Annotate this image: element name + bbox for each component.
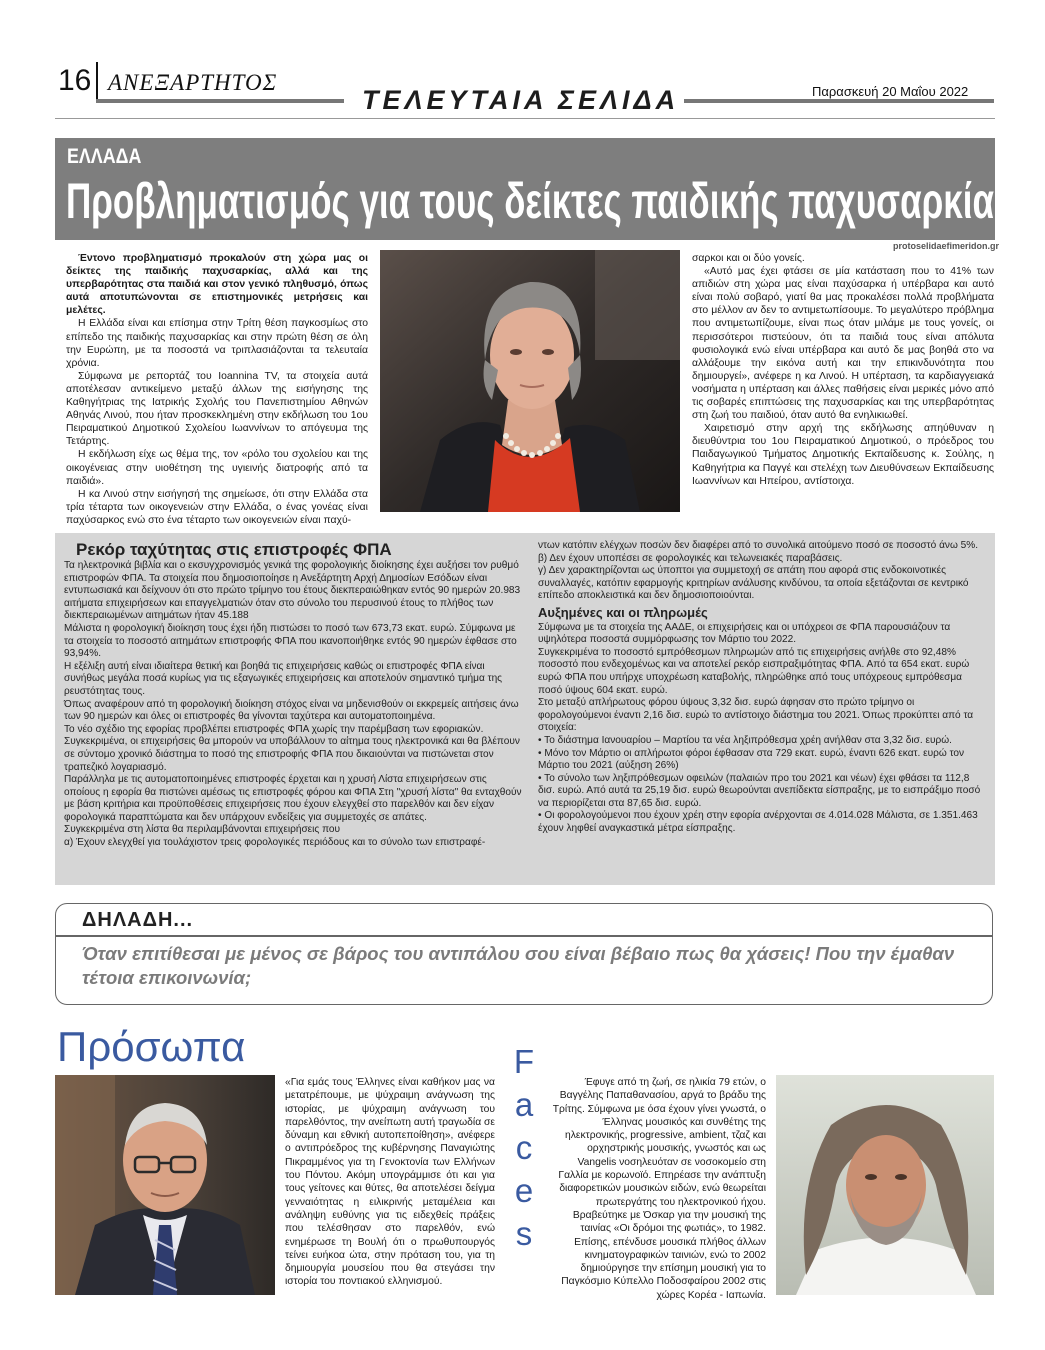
article-headline: Προβληματισμός για τους δείκτες παιδικής παχυσαρκίας [66,173,1013,229]
vat-paragraph: Συγκεκριμένα το ποσοστό εμπρόθεσμων πληρωμών από τις επιχειρήσεις ανήλθε στο 92,48% ποσοστό που ενδεχομένως και να αποτελεί ρεκόρ εισπραξιμότητας ΦΠΑ. Από τα 654 εκατ. ευρώ ευρώ ΦΠΑ που υπήρχε υποχρέωση καταβολής, πληρώθηκε από τους υπόχρεους εμπρόθεσμα ποσό ύψους 604 εκατ. ευρώ. [538,646,970,696]
portrait-man-long-hair-image [776,1075,994,1295]
article-column-3 [692,252,994,488]
article-paragraph: σαρκοι και οι δύο γονείς. [692,253,805,264]
section-title: ΤΕΛΕΥΤΑΙΑ ΣΕΛΙΔΑ [362,85,680,115]
vat-paragraph: γ) Δεν χαρακτηρίζονται ως ύποπτοι για συμμετοχή σε απάτη που αφορά στις ενδοκοινοτικές συναλλαγές, κατόπιν εφαρμογής κριτηρίων ανάλυσης κινδύνου, τα οποία εξετάζονται σε κεντρικό επίπεδο αποκλειστικά και δεν δημοσιοποιούνται. [538,565,969,602]
vat-paragraph: Το νέο σχέδιο της εφορίας προβλέπει επιστροφές ΦΠΑ χωρίς την παρέμβαση των εφοριακών. [64,723,484,735]
faces-letter: e [514,1172,534,1209]
faces-section-title: Πρόσωπα [57,1023,246,1070]
faces-column-1: «Για εμάς τους Έλληνες είναι καθήκον μας να μετατρέπουμε, με ψύχραιμη ανάγνωση της ιστορίας, με ψύχραιμη ανάγνωση του παρελθόντος, την ανείπωτη αυτή τραγωδία σε δύναμη και εθνική αυτοπεποίθηση», ανέφερε ο αντιπρόεδρος της κυβέρνησης Παναγιώτης Πικραμμένος για τη Γενοκτονία των Ελλήνων του Πόντου. Ακόμη υπογράμμισε ότι και για τους γείτονες και θύτες, θα αποτελέσει δείγμα γενναιότητας η ειλικρινής μεταμέλεια και ανάληψη ευθύνης για τις ειδεχθείς πράξεις που τελέσθησαν στο παρελθόν, ενώ ενημέρωσε τη Βουλή ότι ο πρωθυπουργός τείνει ευήκοα ώτα, στην πρόταση του, για τη δημιουργία μουσείου που θα στεγάσει την ιστορία του ποντιακού ελληνισμού. [285,1077,495,1288]
vat-bullet: • Οι φορολογούμενοι που έχουν χρέη στην εφορία ανέρχονται σε 4.014.028 Μάλιστα, σε 1.351.463 έχουν ληφθεί αναγκαστικά μέτρα είσπραξης. [538,810,978,835]
faces-letter: s [515,1215,533,1252]
faces-vertical-word [512,1040,536,1255]
vat-paragraph: Συγκεκριμένα, οι επιχειρήσεις θα μπορούν να υποβάλλουν το αίτημα τους ηλεκτρονικά και θα βλέπουν σε σύντομο χρονικό διάστημα το ποσό της επιστροφής ΦΠΑ που δικαιούνται να πιστώνεται στον τραπεζικό λογαριασμό. [64,736,520,773]
vat-column-1 [64,560,524,850]
vat-paragraph: α) Έχουν ελεγχθεί για τουλάχιστον τρεις φορολογικές περιόδους και το σύνολο των επιστραφέ- [64,837,486,849]
vat-paragraph: Στο μεταξύ απλήρωτους φόρου ύψους 3,32 δισ. ευρώ άφησαν στο πρώτο τρίμηνο οι φορολογούμενοι έναντι 2,16 δισ. ευρώ το αντίστοιχο διάστημα του 2021. Όπως προκύπτει από τα στοιχεία: [538,697,974,734]
header-rule-right [684,99,994,103]
vat-subheading: Αυξημένες και οι πληρωμές [538,604,708,620]
faces-letter: F [513,1043,535,1080]
vat-paragraph: Σύμφωνα με τα στοιχεία της ΑΑΔΕ, οι επιχειρήσεις και οι υπόχρεοι σε ΦΠΑ παρουσιάζουν τα υψηλότερα ποσοστά συμμόρφωσης τον Μάρτιο του 2022. [538,621,951,646]
vat-paragraph: Συγκεκριμένα στη λίστα θα περιλαμβάνονται επιχειρήσεις που [64,824,341,836]
diladi-title: ΔΗΛΑΔΗ... [82,909,194,931]
issue-date: Παρασκευή 20 Μαΐου 2022 [812,84,969,99]
header-bottom-line [55,118,995,119]
article-lead: Έντονο προβληματισμό προκαλούν στη χώρα μας οι δείκτες της παιδικής παχυσαρκίας, αλλά και της υπερβαρότητας στα παιδιά και στον γενικό πληθυσμό, όπως αυτά αποτυπώνονται σε επιστημονικές μετρήσεις και μελέτες. [66,253,368,317]
vat-column-2 [538,540,988,836]
page-number: 16 [58,64,92,97]
article-quote: «Αυτό μας έχει φτάσει σε μία κατάσταση που το 41% των απιδιών στη χώρα μας είναι παχύσαρκα ή υπέρβαρα και αυτό είναι πολύ σοβαρό, γιατί θα μας προκαλέσει πολλά προβλήματα στο μέλλον αν δεν το αντιμετωπίσουμε. Το μεγαλύτερο πρόβλημα που αντιμετωπίζουμε, είναι πως όταν μιλάμε με τους γονείς, οι περισσότεροι πιστεύουν, ότι τα παιδιά τους είναι απόλυτα φυσιολογικά ενώ είναι υπέρβαρα και αυτό δε μας βοηθά στο να αλλάξουμε την εικόνα αυτή και την επικινδυνότητα που δημιουργεί», ανέφερε η κα Λινού. Η υπέρταση, τα καρδιαγγειακά νοσήματα η υπέρταση και άλλες παθήσεις είναι μερικές μόνο από τις σοβαρές επιπτώσεις της παχυσαρκίας και της υπερβαρότητας στη ζωή του παιδιού, όταν αυτό θα ενηλικιωθεί. [692,266,994,422]
source-watermark: protoselidaefimeridon.gr [893,241,1000,251]
photo-athena-linou [380,250,680,512]
vat-bullet: • Το σύνολο των ληξιπρόθεσμων οφειλών (παλαιών προ του 2021 και νέων) έχει φθάσει τα 112,8 δισ. ευρώ. Από αυτά τα 25,19 δισ. ευρώ θεωρούνται ανεπίδεκτα είσπραξης, με το εισπράξιμο ποσό να περιορίζεται στα 87,65 δισ. ευρώ. [538,772,981,809]
article-paragraph: Η Ελλάδα είναι και επίσημα στην Τρίτη θέση παγκοσμίως στο επίπεδο της παιδικής παχυσαρκίας και στην πρώτη θέση σε όλη την Ευρώπη, με τα ποσοστά να τριπλασιάζονται τα τελευταία χρόνια. [66,318,368,369]
portrait-woman-image [380,250,680,512]
article-paragraph: Η κα Λινού στην εισήγησή της σημείωσε, ότι στην Ελλάδα στα τρία τέταρτα των οικογενειών στην Ελλάδα, ο ένας γονέας είναι παχύσαρκος ενώ στο ένα τέταρτο των οικογενειών είναι παχύ- [66,488,368,526]
article-paragraph: Χαιρετισμό στην αρχή της εκδήλωσης απηύθυναν η διευθύντρια του 1ου Πειραματικού Δημοτικού, ο πρόεδρος του Παιδαγωγικού Τμήματος Δημοτικής Εκπαίδευσης κ. Σούλης, η Καθηγήτρια κα Παγγέ και στελέχη των Διευθύνσεων Εκπαίδευσης Ιωαννίνων και Ηπείρου, αντίστοιχα. [692,423,994,487]
article-paragraph: Σύμφωνα με ρεπορτάζ του Ioannina TV, τα στοιχεία αυτά αποτέλεσαν αντικείμενο μεταξύ άλλων της εισήγησης της Καθηγήτριας της Ιατρικής Σχολής του Πανεπιστημίου Αθηνών Αθηνάς Λινού, που ήταν προσκεκλημένη στην εκδήλωση του 1ου Πειραματικού Δημοτικού Σχολείου Ιωαννίνων το απόγευμα της Τετάρτης. [66,370,368,448]
faces-letter: a [514,1086,534,1123]
faces-column-2: Έφυγε από τη ζωή, σε ηλικία 79 ετών, ο Βαγγέλης Παπαθανασίου, αργά το βράδυ της Τρίτης. Σύμφωνα με όσα έχουν γίνει γνωστά, ο Έλληνας μουσικός και συνθέτης της ηλεκτρονικής, progressive, ambient, τζαζ και ορχηστρικής μουσικής, γνωστός και ως Vangelis νοσηλευόταν σε νοσοκομείο στη Γαλλία με κορωνοϊό. Επηρέασε την ανάπτυξη διαφορετικών μουσικών ειδών, ενώ θεωρείται πρωτεργάτης του ηλεκτρονικού ήχου. Βραβεύτηκε με Όσκαρ για την μουσική της ταινίας «Οι δρόμοι της φωτιάς», το 1982. Επίσης, επένδυσε μουσικά πλήθος άλλων κινηματογραφικών ταινιών, ενώ το 2002 δημιούργησε την επίσημη μουσική για το Παγκόσμιο Κύπελλο Ποδοσφαίρου 2002 στις χώρες Κορέα - Ιαπωνία. [552,1077,766,1301]
diladi-divider [55,935,993,937]
photo-politician [55,1075,275,1295]
header-rule-left [96,99,344,103]
vat-paragraph: Τα ηλεκτρονικά βιβλία και ο εκσυγχρονισμός γενικά της φορολογικής διοίκησης έχει αυξήσει τον ρυθμό επιστροφών ΦΠΑ. Τα στοιχεία που δημοσιοποίησε η Ανεξάρτητη Αρχή Δημοσίων Εσόδων είναι εντυπωσιακά και δείχνουν ότι στο πρώτο τρίμηνο του έτους διεκπεραιώθηκαν εντός 90 ημερών 20.983 αιτήματα επιχειρήσεων και επαγγελματιών όταν στο σύνολο του περυσινού έτους το πλήθος των διεκπεραιωμένων αιτημάτων ήταν 45.188 [64,560,521,622]
vat-paragraph: ντων κατόπιν ελέγχων ποσών δεν διαφέρει από το συνολικά αιτούμενο ποσό σε ποσοστό άνω 5%. [538,540,979,551]
newspaper-name: ΑΝΕΞΑΡΤΗΤΟΣ [108,70,278,95]
article-kicker: ΕΛΛΑΔΑ [67,145,142,168]
header-divider [96,62,98,102]
article-column-1 [66,252,368,527]
article-paragraph: Η εκδήλωση είχε ως θέμα της, τον «ρόλο του σχολείου και της οικογένειας στην υιοθέτηση της υγιεινής διατροφής από τα παιδιά». [66,449,368,487]
vat-paragraph: Παράλληλα με τις αυτοματοποιημένες επιστροφές έρχεται και η χρυσή Λίστα επιχειρήσεων στις οποίους η εφορία θα πιστώνει αμέσως τις επιστροφές φόρου και ΦΠΑ Στη "χρυσή λίστα" θα ενταχθούν με βάση κριτήρια και προϋποθέσεις επιχειρήσεις που έχουν ελεγχθεί στο παρελθόν και δεν είχαν φορολογικά παραπτώματα και δεν υπάρχουν ενδείξεις για συμμετοχές σε απάτες. [64,774,522,823]
vat-paragraph: Η εξέλιξη αυτή είναι ιδιαίτερα θετική και βοηθά τις επιχειρήσεις καθώς οι επιστροφές ΦΠΑ είναι συνήθως μεγάλα ποσά κυρίως για τις εξαγωγικές επιχειρήσεις και αποτελούν σημαντικό τμήμα της ρευστότητας τους. [64,660,503,697]
photo-vangelis [776,1075,994,1295]
diladi-text: Όταν επιτίθεσαι με μένος σε βάρος του αντιπάλου σου είναι βέβαιο πως θα χάσεις! Που την έμαθαν τέτοια επικοινωνία; [82,943,955,988]
vat-paragraph: Μάλιστα η φορολογική διοίκηση τους έχει ήδη πιστώσει το ποσό των 673,73 εκατ. ευρώ. Σύμφωνα με τα στοιχεία το ποσοστό αιτημάτων επιστροφής ΦΠΑ που ικανοποιήθηκε εντός 90 ημερών έφθασε στο 93,94%. [64,622,517,660]
vat-paragraph: β) Δεν έχουν υποπέσει σε φορολογικές και τελωνειακές παραβάσεις. [538,552,843,564]
vat-bullet: • Το διάστημα Ιανουαρίου – Μαρτίου τα νέα ληξιπρόθεσμα χρέη ανήλθαν στα 3,32 δισ. ευρώ. [538,734,952,746]
faces-letter: c [515,1129,533,1166]
vat-bullet: • Μόνο τον Μάρτιο οι απλήρωτοι φόροι έφθασαν στα 729 εκατ. ευρώ, έναντι 626 εκατ. ευρώ τον Μάρτιο του 2021 (αύξηση 26%) [538,747,965,772]
vat-article-title: Ρεκόρ ταχύτητας στις επιστροφές ΦΠΑ [76,540,392,559]
vat-paragraph: Όπως αναφέρουν από τη φορολογική διοίκηση στόχος είναι να μηδενισθούν οι εκκρεμείς αιτήσεις άνω των 90 ημερών και όλες οι επιστροφές θα γίνονται ταχύτερα και αυτοματοποιημένα. [64,698,519,723]
portrait-man-glasses-image [55,1075,275,1295]
